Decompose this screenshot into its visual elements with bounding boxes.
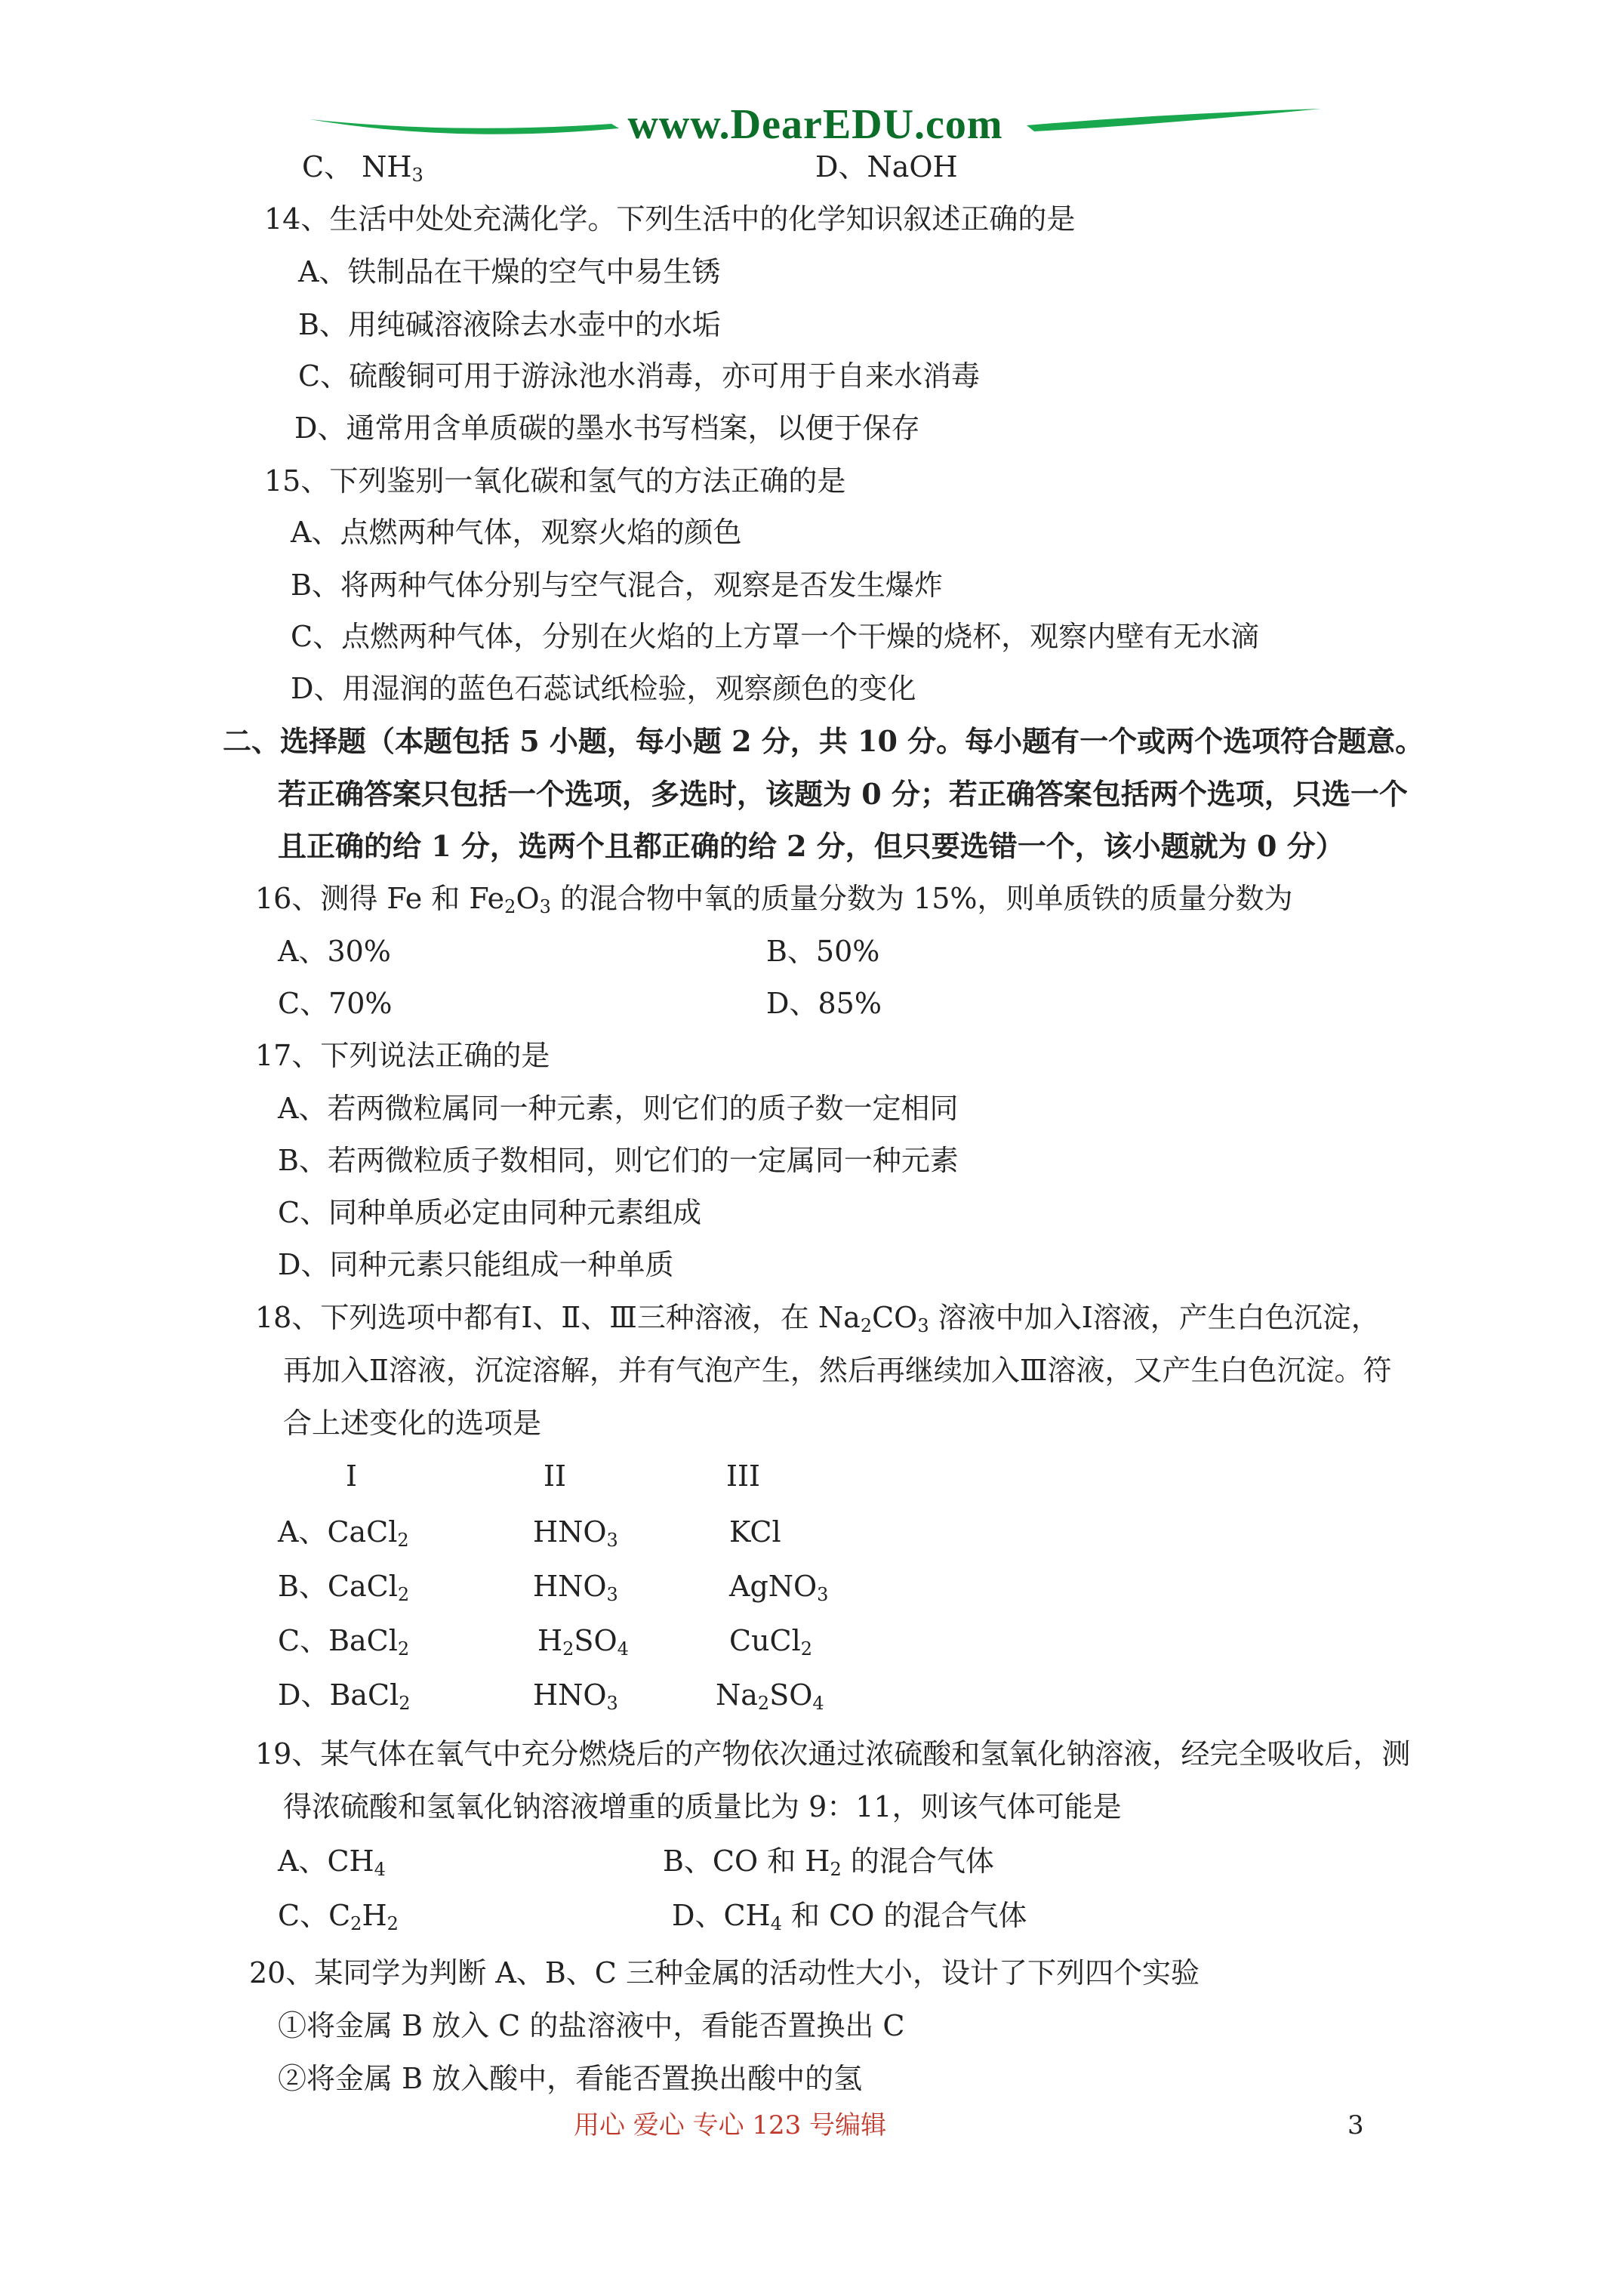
q14-stem: 14、生活中处处充满化学。下列生活中的化学知识叙述正确的是	[264, 202, 1076, 236]
q20-step-2: ②将金属 B 放入酸中，看能否置换出酸中的氢	[278, 2062, 863, 2095]
q18-row-d-ii: $HNO_3$	[533, 1678, 618, 1714]
q15-stem: 15、下列鉴别一氧化碳和氢气的方法正确的是	[264, 464, 846, 498]
q15-option-b: B、将两种气体分别与空气混合，观察是否发生爆炸	[291, 569, 943, 602]
q18-row-a-iii: KCl	[729, 1515, 781, 1549]
q14-option-c: C、硫酸铜可用于游泳池水消毒，亦可用于自来水消毒	[298, 359, 981, 393]
q19-stem-line-1: 19、某气体在氧气中充分燃烧后的产物依次通过浓硫酸和氢氧化钠溶液，经完全吸收后，测	[255, 1737, 1411, 1771]
q19-option-c: C、$C_2H_2$	[278, 1899, 399, 1934]
q16-option-a: A、30%	[278, 935, 391, 968]
q18-row-a-label: A、CaCl$_2$	[278, 1515, 409, 1551]
q19-option-a: A、$CH_4$	[278, 1845, 386, 1880]
q18-row-b-ii: $HNO_3$	[533, 1570, 618, 1605]
q18-header-iii: III	[726, 1459, 761, 1493]
q18-row-b-label: B、CaCl$_2$	[278, 1570, 410, 1605]
q20-step-1: ①将金属 B 放入 C 的盐溶液中，看能否置换出 C	[278, 2009, 905, 2042]
q18-row-b-iii: AgNO$_3$	[729, 1570, 829, 1605]
q17-stem: 17、下列说法正确的是	[255, 1039, 550, 1072]
q14-option-a: A、铁制品在干燥的空气中易生锈	[298, 255, 721, 288]
q13-option-d: D、NaOH	[815, 150, 958, 183]
q17-option-a: A、若两微粒属同一种元素，则它们的质子数一定相同	[278, 1092, 959, 1125]
q16-option-d: D、85%	[766, 987, 882, 1020]
section-2-heading-line-1: 二、选择题（本题包括 5 小题，每小题 2 分，共 10 分。每小题有一个或两个选项符合题意。	[223, 724, 1424, 758]
site-logo-text: www.DearEDU.com	[627, 101, 1003, 148]
q14-option-b: B、用纯碱溶液除去水壶中的水垢	[298, 308, 721, 341]
q17-option-b: B、若两微粒质子数相同，则它们的一定属同一种元素	[278, 1144, 959, 1177]
footer-editor-note: 用心 爱心 专心 123 号编辑	[574, 2110, 887, 2140]
q18-stem-line-2: 再加入Ⅱ溶液，沉淀溶解，并有气泡产生，然后再继续加入Ⅲ溶液，又产生白色沉淀。符	[283, 1354, 1392, 1387]
q19-option-b: B、CO 和 $H_2$ 的混合气体	[663, 1845, 994, 1880]
q17-option-c: C、同种单质必定由同种元素组成	[278, 1196, 702, 1229]
q18-row-c-label: C、BaCl$_2$	[278, 1624, 410, 1660]
q19-stem-line-2: 得浓硫酸和氢氧化钠溶液增重的质量比为 9：11，则该气体可能是	[283, 1790, 1122, 1823]
q18-row-d-label: D、BaCl$_2$	[278, 1678, 411, 1714]
q16-option-c: C、70%	[278, 987, 393, 1020]
q14-option-d: D、通常用含单质碳的墨水书写档案，以便于保存	[294, 411, 920, 445]
q17-option-d: D、同种元素只能组成一种单质	[278, 1248, 674, 1281]
q15-option-c: C、点燃两种气体，分别在火焰的上方罩一个干燥的烧杯，观察内壁有无水滴	[291, 620, 1260, 653]
q16-option-b: B、50%	[766, 935, 880, 968]
q19-option-d: D、$CH_4$ 和 CO 的混合气体	[672, 1899, 1027, 1934]
q18-row-a-ii: $HNO_3$	[533, 1515, 618, 1551]
q18-stem-line-3: 合上述变化的选项是	[283, 1407, 542, 1440]
q18-header-i: I	[346, 1459, 358, 1493]
q18-row-c-iii: CuCl$_2$	[729, 1624, 813, 1660]
q18-row-d-iii: $Na_2SO_4$	[716, 1678, 824, 1714]
section-2-heading-line-3: 且正确的给 1 分，选两个且都正确的给 2 分，但只要选错一个，该小题就为 0 分）	[278, 829, 1344, 863]
q18-stem-line-1: 18、下列选项中都有Ⅰ、Ⅱ、Ⅲ三种溶液，在 $Na_2CO_3$ 溶液中加入Ⅰ溶液，产生白色沉淀，	[255, 1301, 1380, 1336]
q16-stem: 16、测得 Fe 和 $Fe_2O_3$ 的混合物中氧的质量分数为 15%，则单质铁的质量分数为	[255, 882, 1293, 917]
q18-row-c-ii: $H_2SO_4$	[537, 1624, 629, 1660]
q15-option-d: D、用湿润的蓝色石蕊试纸检验，观察颜色的变化	[291, 672, 916, 705]
q20-stem: 20、某同学为判断 A、B、C 三种金属的活动性大小，设计了下列四个实验	[249, 1956, 1200, 1989]
page-number: 3	[1347, 2110, 1364, 2140]
q18-header-ii: II	[544, 1459, 567, 1493]
section-2-heading-line-2: 若正确答案只包括一个选项，多选时，该题为 0 分；若正确答案包括两个选项，只选一个	[278, 777, 1408, 811]
q13-option-c: C、 $NH_3$	[302, 150, 423, 186]
q15-option-a: A、点燃两种气体，观察火焰的颜色	[291, 516, 742, 549]
